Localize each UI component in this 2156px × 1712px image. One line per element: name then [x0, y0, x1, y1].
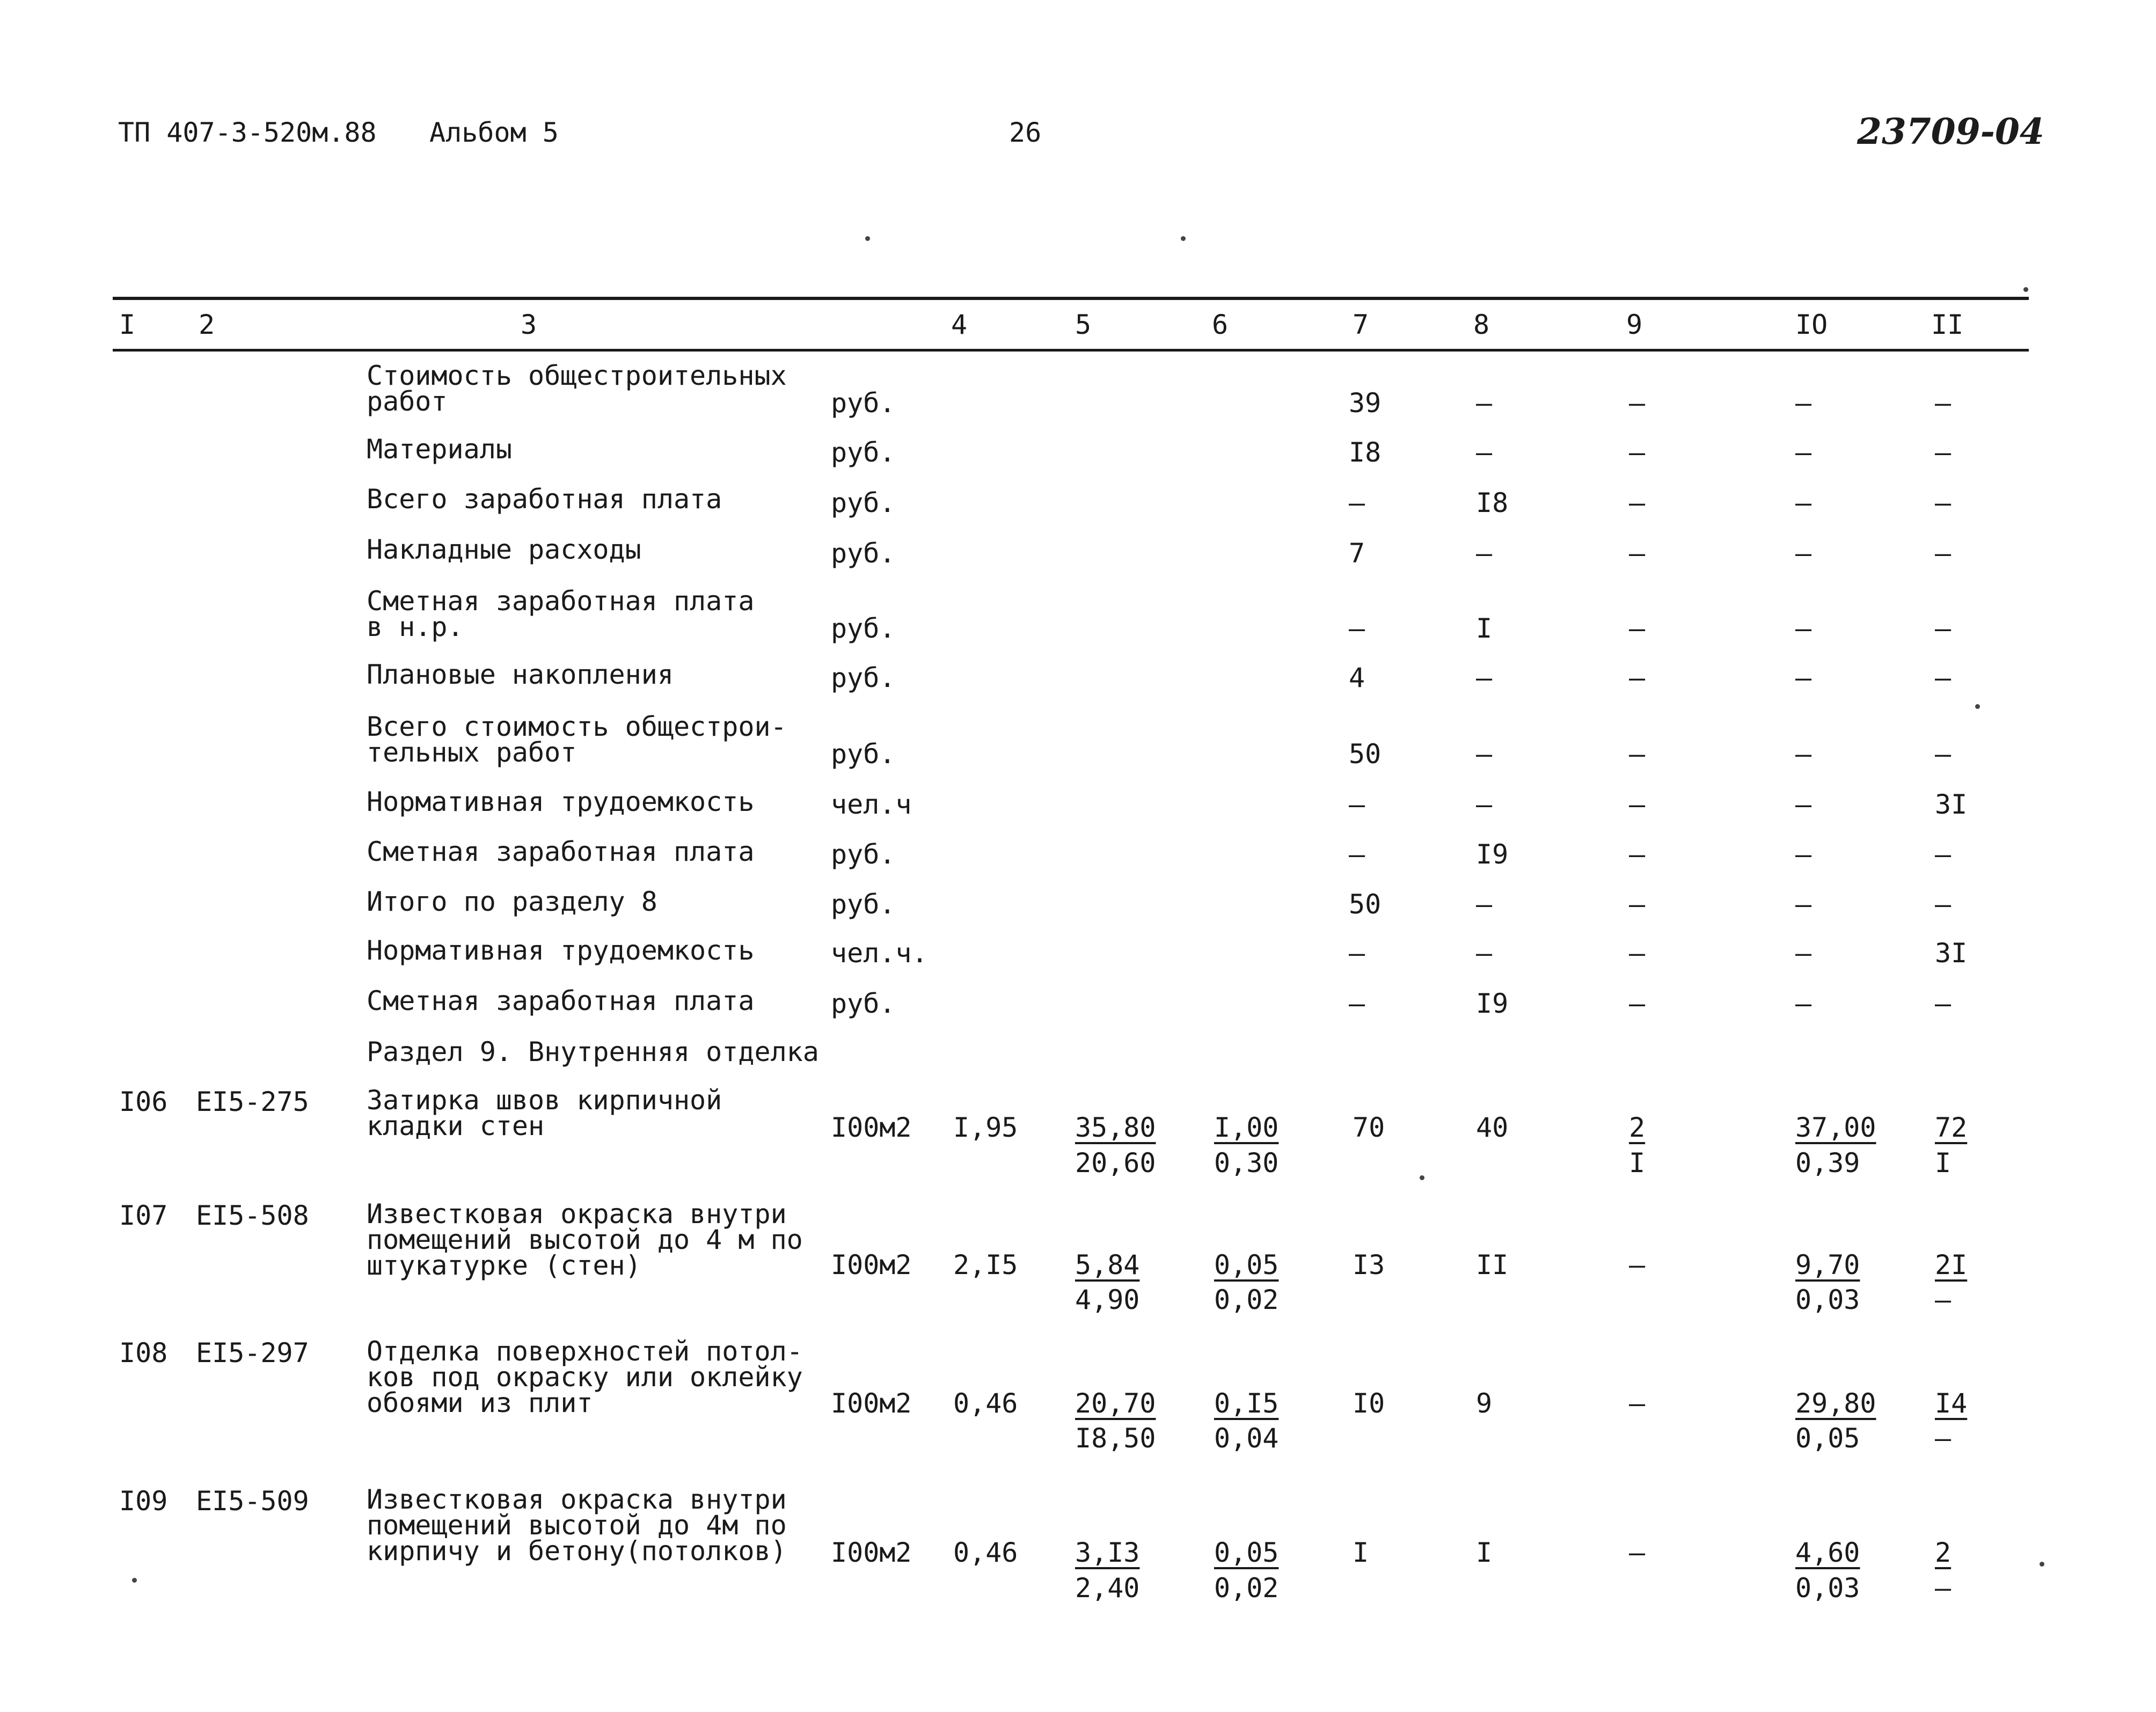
cell-col9-top: – — [1629, 1249, 1646, 1281]
machine-cost: I,00 — [1214, 1112, 1279, 1143]
cell-col9: – — [1629, 437, 1646, 468]
cell-col8: – — [1476, 938, 1493, 969]
cell-col11-bottom: – — [1935, 1423, 1952, 1454]
cell-col9: – — [1629, 988, 1646, 1019]
item-number: I08 — [119, 1337, 168, 1369]
row-label: Плановые накопления — [367, 659, 674, 690]
cell-col10: – — [1795, 889, 1812, 920]
cell-col11-bottom: – — [1935, 1284, 1952, 1315]
cell-col8: – — [1476, 538, 1493, 569]
row-label: Сметная заработная плата — [367, 836, 755, 867]
machine-cost: 0,05 — [1214, 1249, 1279, 1281]
scan-speck — [1181, 236, 1186, 241]
row-label: Всего стоимость общестрои- тельных работ — [367, 711, 787, 768]
cell-col9: – — [1629, 387, 1646, 419]
cell-col10-bottom: 0,05 — [1795, 1423, 1860, 1454]
cell-col8: – — [1476, 387, 1493, 419]
cell-col10-top: 29,80 — [1795, 1388, 1876, 1419]
cell-col8: I8 — [1476, 487, 1509, 518]
cell-col8: – — [1476, 789, 1493, 820]
cell-col11-top: 2 — [1935, 1537, 1952, 1568]
row-unit: руб. — [831, 437, 896, 468]
cell-col10: – — [1795, 487, 1812, 518]
unit-cost-total: 35,80 — [1075, 1112, 1156, 1143]
cell-col8: 9 — [1476, 1388, 1493, 1419]
cell-col8: – — [1476, 437, 1493, 468]
item-code: EI5-508 — [196, 1200, 309, 1231]
cell-col10-top: 9,70 — [1795, 1249, 1860, 1281]
cell-col8: II — [1476, 1249, 1509, 1281]
cell-col11: 3I — [1935, 789, 1968, 820]
cell-col7: I8 — [1349, 437, 1382, 468]
col-header: I — [119, 309, 136, 340]
item-quantity: 2,I5 — [953, 1249, 1018, 1281]
cell-col7: 70 — [1353, 1112, 1385, 1143]
cell-col11-top: I4 — [1935, 1388, 1968, 1419]
cell-col7: – — [1349, 988, 1365, 1019]
cell-col8: – — [1476, 662, 1493, 693]
cell-col9-top: 2 — [1629, 1112, 1646, 1143]
machine-wages: 0,30 — [1214, 1147, 1279, 1179]
album-label: Альбом 5 — [429, 117, 559, 148]
cell-col10: – — [1795, 839, 1812, 870]
item-quantity: I,95 — [953, 1112, 1018, 1143]
row-unit: руб. — [831, 662, 896, 693]
scan-speck — [1420, 1175, 1424, 1180]
row-label: Сметная заработная плата — [367, 985, 755, 1016]
cell-col7: 39 — [1349, 387, 1382, 419]
cell-col7: 50 — [1349, 889, 1382, 920]
scan-speck — [132, 1578, 137, 1583]
cell-col7: – — [1349, 938, 1365, 969]
unit-cost-total: 3,I3 — [1075, 1537, 1140, 1568]
item-code: EI5-509 — [196, 1486, 309, 1517]
unit-cost-wages: 2,40 — [1075, 1572, 1140, 1604]
inventory-number: 23709-04 — [1857, 111, 2044, 152]
cell-col8: I — [1476, 613, 1493, 644]
cell-col10: – — [1795, 437, 1812, 468]
cell-col11: 3I — [1935, 938, 1968, 969]
item-quantity: 0,46 — [953, 1537, 1018, 1568]
col-header: 2 — [199, 309, 215, 340]
scan-speck — [1975, 704, 1980, 709]
item-number: I09 — [119, 1486, 168, 1517]
cell-col7: – — [1349, 613, 1365, 644]
page-number: 26 — [1009, 117, 1042, 148]
item-name: Известковая окраска внутри помещений высотой до 4 м по штукатурке (стен) — [367, 1198, 803, 1281]
unit-cost-wages: I8,50 — [1075, 1423, 1156, 1454]
document-code: ТП 407-3-520м.88 — [118, 117, 377, 148]
machine-wages: 0,04 — [1214, 1423, 1279, 1454]
cell-col8: – — [1476, 738, 1493, 770]
row-unit: руб. — [831, 839, 896, 870]
cell-col8: 40 — [1476, 1112, 1509, 1143]
machine-cost: 0,I5 — [1214, 1388, 1279, 1419]
cell-col7: 4 — [1349, 662, 1365, 693]
cell-col9: – — [1629, 613, 1646, 644]
cell-col10-bottom: 0,03 — [1795, 1572, 1860, 1604]
cell-col11-bottom: – — [1935, 1572, 1952, 1604]
cell-col11: – — [1935, 437, 1952, 468]
cell-col7: 50 — [1349, 738, 1382, 770]
row-unit: руб. — [831, 487, 896, 518]
cell-col8: – — [1476, 889, 1493, 920]
row-label: Всего заработная плата — [367, 484, 722, 515]
cell-col11: – — [1935, 613, 1952, 644]
item-code: EI5-275 — [196, 1086, 309, 1117]
item-unit: I00м2 — [831, 1388, 912, 1419]
row-unit: руб. — [831, 988, 896, 1019]
item-unit: I00м2 — [831, 1249, 912, 1281]
row-label: Материалы — [367, 434, 512, 465]
item-name: Затирка швов кирпичной кладки стен — [367, 1085, 722, 1142]
cell-col7: – — [1349, 839, 1365, 870]
col-header: 6 — [1212, 309, 1229, 340]
cell-col10: – — [1795, 387, 1812, 419]
cell-col11-top: 72 — [1935, 1112, 1968, 1143]
row-unit: чел.ч — [831, 789, 912, 820]
unit-cost-total: 20,70 — [1075, 1388, 1156, 1419]
item-number: I06 — [119, 1086, 168, 1117]
row-unit: руб. — [831, 889, 896, 920]
row-unit: руб. — [831, 538, 896, 569]
item-unit: I00м2 — [831, 1537, 912, 1568]
cell-col10: – — [1795, 938, 1812, 969]
row-unit: чел.ч. — [831, 938, 928, 969]
col-header: 9 — [1626, 309, 1643, 340]
cell-col9-top: – — [1629, 1537, 1646, 1568]
cell-col7: – — [1349, 487, 1365, 518]
cell-col7: I3 — [1353, 1249, 1385, 1281]
cell-col9: – — [1629, 889, 1646, 920]
cell-col10: – — [1795, 538, 1812, 569]
section-title: Раздел 9. Внутренняя отделка — [367, 1036, 819, 1067]
row-label: Итого по разделу 8 — [367, 886, 657, 917]
cell-col9: – — [1629, 738, 1646, 770]
unit-cost-total: 5,84 — [1075, 1249, 1140, 1281]
scan-speck — [2023, 287, 2028, 292]
col-header: 8 — [1473, 309, 1490, 340]
cell-col7: 7 — [1349, 538, 1365, 569]
item-name: Известковая окраска внутри помещений высотой до 4м по кирпичу и бетону(потолков) — [367, 1484, 787, 1567]
cell-col8: I9 — [1476, 839, 1509, 870]
cell-col9-top: – — [1629, 1388, 1646, 1419]
cell-col9: – — [1629, 487, 1646, 518]
cell-col11: – — [1935, 662, 1952, 693]
cell-col9: – — [1629, 938, 1646, 969]
cell-col7: – — [1349, 789, 1365, 820]
cell-col11: – — [1935, 538, 1952, 569]
col-header: 3 — [521, 309, 537, 340]
row-unit: руб. — [831, 613, 896, 644]
scan-speck — [865, 236, 870, 241]
cell-col9: – — [1629, 789, 1646, 820]
col-header: IO — [1795, 309, 1828, 340]
cell-col10-top: 37,00 — [1795, 1112, 1876, 1143]
row-label: Нормативная трудоемкость — [367, 786, 755, 817]
col-header: II — [1931, 309, 1964, 340]
cell-col9: – — [1629, 538, 1646, 569]
row-label: Сметная заработная плата в н.р. — [367, 586, 755, 642]
header-bottom-rule — [113, 349, 2029, 352]
scan-speck — [2040, 1562, 2044, 1567]
cell-col10: – — [1795, 789, 1812, 820]
cell-col10: – — [1795, 613, 1812, 644]
col-header: 7 — [1353, 309, 1369, 340]
machine-cost: 0,05 — [1214, 1537, 1279, 1568]
cell-col11: – — [1935, 387, 1952, 419]
cell-col7: I — [1353, 1537, 1369, 1568]
cell-col8: I — [1476, 1537, 1493, 1568]
col-header: 5 — [1075, 309, 1092, 340]
cell-col11: – — [1935, 988, 1952, 1019]
cell-col10: – — [1795, 738, 1812, 770]
table-top-rule — [113, 297, 2029, 300]
cell-col11: – — [1935, 738, 1952, 770]
cell-col10-top: 4,60 — [1795, 1537, 1860, 1568]
cell-col10: – — [1795, 662, 1812, 693]
cell-col7: I0 — [1353, 1388, 1385, 1419]
item-unit: I00м2 — [831, 1112, 912, 1143]
row-label: Нормативная трудоемкость — [367, 935, 755, 966]
cell-col11: – — [1935, 487, 1952, 518]
machine-wages: 0,02 — [1214, 1284, 1279, 1315]
cell-col11: – — [1935, 889, 1952, 920]
item-quantity: 0,46 — [953, 1388, 1018, 1419]
col-header: 4 — [951, 309, 968, 340]
cell-col10-bottom: 0,39 — [1795, 1147, 1860, 1179]
unit-cost-wages: 4,90 — [1075, 1284, 1140, 1315]
row-label: Накладные расходы — [367, 534, 641, 565]
cell-col9: – — [1629, 839, 1646, 870]
item-name: Отделка поверхностей потол- ков под окраску или оклейку обоями из плит — [367, 1336, 803, 1418]
row-label: Стоимость общестроительных работ — [367, 360, 787, 417]
machine-wages: 0,02 — [1214, 1572, 1279, 1604]
cell-col11-bottom: I — [1935, 1147, 1952, 1179]
row-unit: руб. — [831, 387, 896, 419]
cell-col9-bottom: I — [1629, 1147, 1646, 1179]
cell-col10: – — [1795, 988, 1812, 1019]
cell-col11-top: 2I — [1935, 1249, 1968, 1281]
cell-col10-bottom: 0,03 — [1795, 1284, 1860, 1315]
row-unit: руб. — [831, 738, 896, 770]
cell-col9: – — [1629, 662, 1646, 693]
cell-col8: I9 — [1476, 988, 1509, 1019]
cell-col11: – — [1935, 839, 1952, 870]
item-number: I07 — [119, 1200, 168, 1231]
item-code: EI5-297 — [196, 1337, 309, 1369]
unit-cost-wages: 20,60 — [1075, 1147, 1156, 1179]
